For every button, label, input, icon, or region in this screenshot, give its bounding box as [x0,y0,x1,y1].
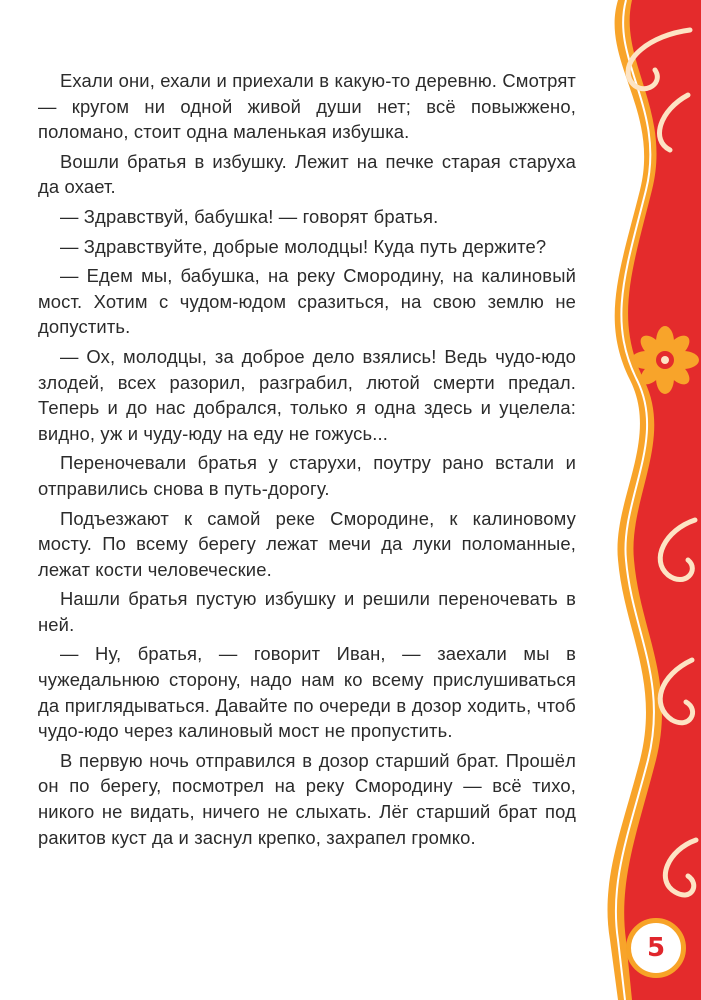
paragraph: — Едем мы, бабушка, на реку Смородину, на калиновый мост. Хотим с чудом-юдом сразиться, на свою землю не допустить. [38,265,576,338]
paragraph: — Здравствуйте, добрые молодцы! Куда путь держите? [60,235,547,257]
paragraph: Переночевали братья у старухи, поутру рано встали и отправились снова в путь-дорогу. [38,452,576,499]
page-number: 5 [646,933,666,963]
paragraph: Нашли братья пустую избушку и решили переночевать в ней. [38,588,576,635]
paragraph: — Ну, братья, — говорит Иван, — заехали мы в чужедальнюю сторону, надо нам ко всему прислушиваться да приглядываться. Давайте по очереди в дозор ходить, чтоб чудо-юдо через калиновый мост не пропустить. [38,643,576,742]
paragraph: Подъезжают к самой реке Смородине, к калиновому мосту. По всему берегу лежат мечи да луки поломанные, лежат кости человеческие. [38,507,576,580]
paragraph: — Здравствуй, бабушка! — говорят братья. [60,205,439,227]
paragraph: Вошли братья в избушку. Лежит на печке старая старуха да охает. [38,150,576,198]
paragraph: Ехали они, ехали и приехали в какую-то деревню. Смотрят — кругом ни одной живой души нет; всё повыжжено, поломано, стоит одна маленькая избушка. [38,70,576,143]
paragraph: — Ох, молодцы, за доброе дело взялись! Ведь чудо-юдо злодей, всех разорил, разграбил, лютой смерти предал. Теперь и до нас добрался, только я одна здесь и уцелела: видно, уж и чуду-юду на еду не гожусь... [38,345,576,444]
paragraph: В первую ночь отправился в дозор старший брат. Прошёл он по берегу, посмотрел на реку Смородину — всё тихо, никого не видать, ничего не слыхать. Лёг старший брат под ракитов куст да и заснул крепко, захрапел громко. [38,749,576,848]
story-text [38,68,576,854]
page-number-badge [626,918,686,978]
